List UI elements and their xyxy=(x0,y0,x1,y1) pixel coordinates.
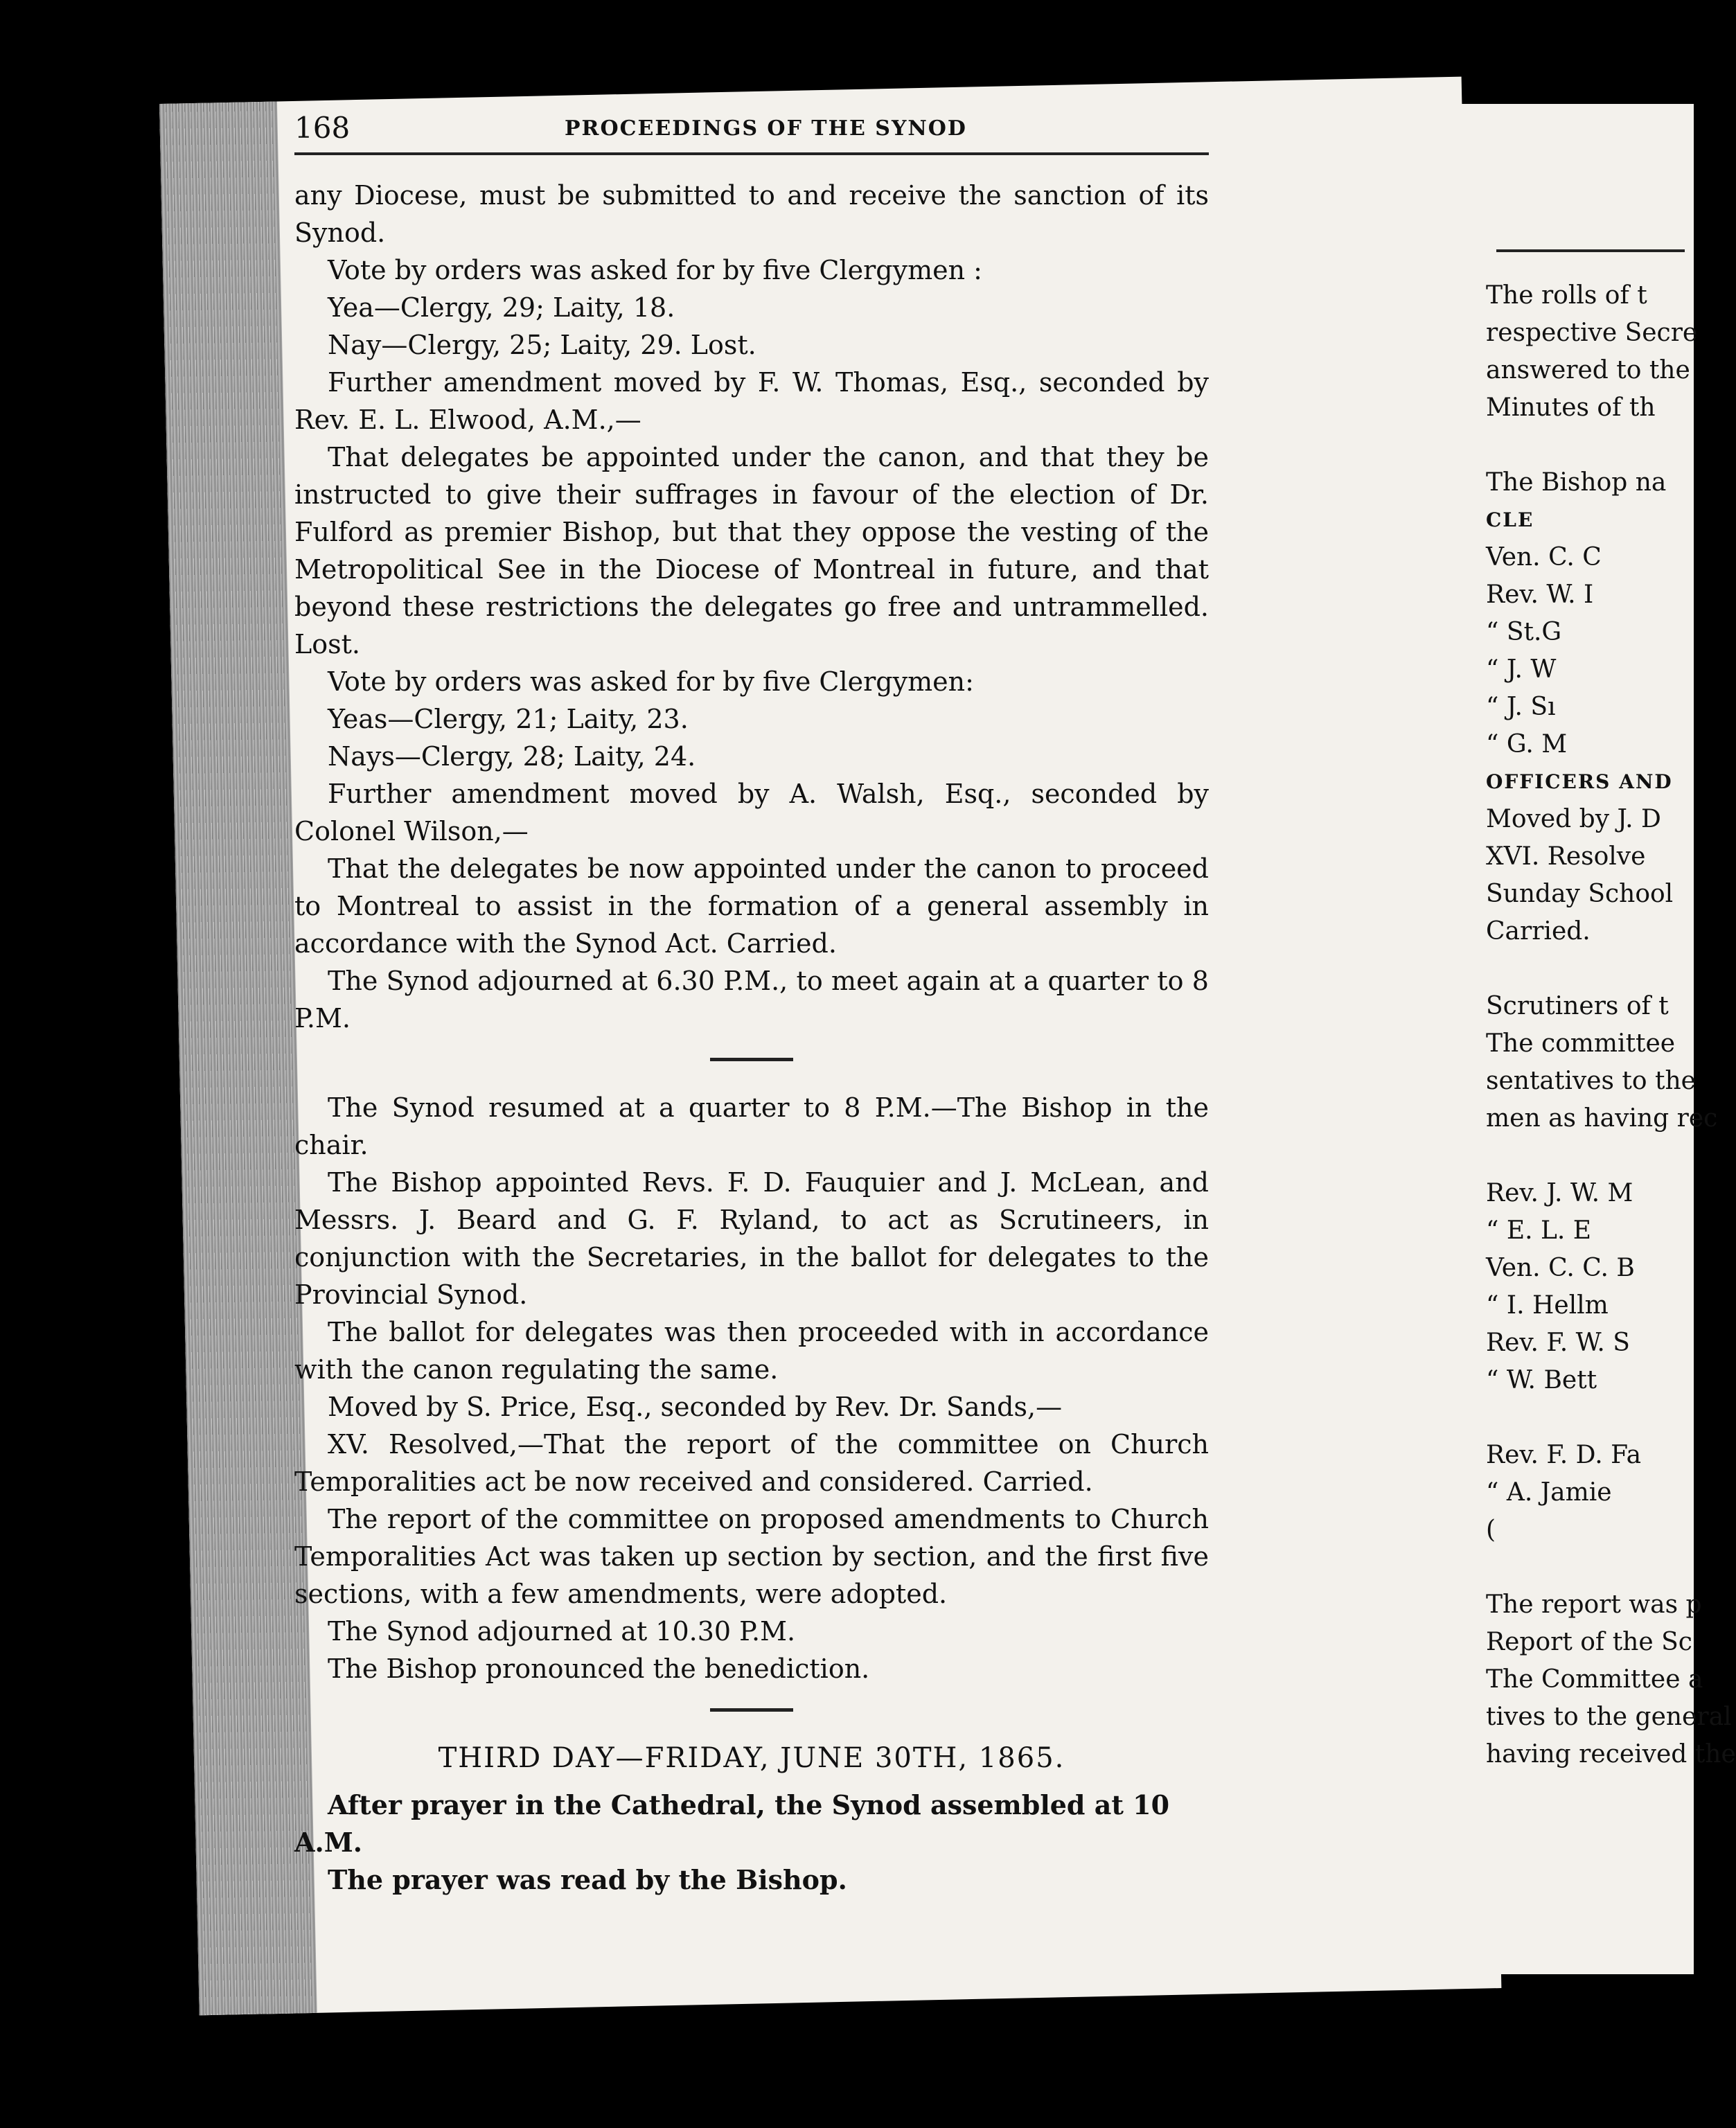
paragraph: The Bishop pronounced the benediction. xyxy=(328,1653,870,1684)
right-line: “ St.G xyxy=(1486,618,1562,646)
page-number: 168 xyxy=(294,111,351,145)
right-line xyxy=(1486,427,1685,464)
paragraph: After prayer in the Cathedral, the Synod assembled at 10 A.M. xyxy=(294,1789,1170,1858)
right-line: answered to the xyxy=(1486,356,1690,384)
paragraph: That delegates be appointed under the canon, and that they be instructed to give their suffrages in favour of the election of Dr. Fulford as premier Bishop, but that they oppose the vesting of the Metropolitical See in the Diocese of Montreal in future, and that beyond these restrictions the delegates go free and untrammelled. Lost. xyxy=(294,442,1209,659)
vote-result: Nays—Clergy, 28; Laity, 24. xyxy=(328,741,696,772)
right-line: “ W. Bett xyxy=(1486,1366,1597,1394)
right-line: having received the xyxy=(1486,1740,1736,1768)
right-line: Ven. C. C. B xyxy=(1486,1254,1635,1282)
paragraph: That the delegates be now appointed under the canon to proceed to Montreal to assist in the formation of a general assembly in accordance with the Synod Act. Carried. xyxy=(294,853,1209,959)
right-line: “ E. L. E xyxy=(1486,1216,1592,1245)
right-line: Sunday School xyxy=(1486,880,1674,908)
right-line: ( xyxy=(1486,1516,1496,1544)
right-line: Scrutiners of t xyxy=(1486,992,1669,1020)
right-line: “ J. W xyxy=(1486,655,1557,684)
right-line: XVI. Resolve xyxy=(1486,842,1646,871)
paragraph: The prayer was read by the Bishop. xyxy=(328,1864,847,1895)
right-line: The Bishop na xyxy=(1486,468,1667,497)
paragraph: Vote by orders was asked for by five Clergymen: xyxy=(328,666,974,697)
right-line: “ J. Sı xyxy=(1486,693,1556,721)
right-line xyxy=(1486,1549,1685,1586)
right-line: Report of the Sc xyxy=(1486,1628,1692,1656)
right-line: “ G. M xyxy=(1486,730,1568,759)
paragraph: any Diocese, must be submitted to and receive the sanction of its Synod. xyxy=(294,180,1209,248)
paragraph: Vote by orders was asked for by five Clergymen : xyxy=(328,255,982,285)
right-line: CLE xyxy=(1486,508,1534,531)
paragraph: The Bishop appointed Revs. F. D. Fauquier and J. McLean, and Messrs. J. Beard and G. F. Ryland, to act as Scrutineers, in conjunction with the Secretaries, in the ballot for delegates to the Provincial Synod. xyxy=(294,1167,1209,1310)
right-line: Minutes of th xyxy=(1486,393,1656,422)
right-line xyxy=(1486,1137,1685,1175)
right-line: The report was p xyxy=(1486,1590,1702,1619)
right-line xyxy=(1486,950,1685,988)
right-line: respective Secre xyxy=(1486,319,1698,347)
right-line: Moved by J. D xyxy=(1486,805,1661,833)
right-line: Rev. J. W. M xyxy=(1486,1179,1633,1207)
paragraph: The Synod resumed at a quarter to 8 P.M.—The Bishop in the chair. xyxy=(294,1092,1209,1160)
running-head: PROCEEDINGS OF THE SYNOD xyxy=(565,116,967,141)
vote-result: Yeas—Clergy, 21; Laity, 23. xyxy=(328,704,689,734)
right-line: men as having rec xyxy=(1486,1104,1718,1133)
section-divider xyxy=(710,1058,793,1061)
page-header xyxy=(294,111,1209,155)
right-line: Rev. F. W. S xyxy=(1486,1329,1630,1357)
right-line: OFFICERS AND xyxy=(1486,770,1673,793)
paragraph: Further amendment moved by F. W. Thomas, Esq., seconded by Rev. E. L. Elwood, A.M.,— xyxy=(294,367,1209,435)
paragraph: The Synod adjourned at 6.30 P.M., to meet again at a quarter to 8 P.M. xyxy=(294,966,1209,1034)
paragraph: Moved by S. Price, Esq., seconded by Rev. Dr. Sands,— xyxy=(328,1392,1063,1422)
paragraph: The ballot for delegates was then proceeded with in accordance with the canon regulating the same. xyxy=(294,1317,1209,1385)
paragraph: XV. Resolved,—That the report of the committee on Church Temporalities act be now received and considered. Carried. xyxy=(294,1429,1209,1497)
right-line: Carried. xyxy=(1486,917,1591,946)
right-line: “ A. Jamie xyxy=(1486,1478,1612,1507)
right-line: Rev. W. I xyxy=(1486,580,1594,609)
right-line: Ven. C. C xyxy=(1486,543,1602,571)
day-heading: THIRD DAY—FRIDAY, JUNE 30TH, 1865. xyxy=(438,1742,1065,1774)
section-divider xyxy=(710,1708,793,1712)
right-line: The rolls of t xyxy=(1486,281,1647,310)
right-line: tives to the general xyxy=(1486,1703,1732,1731)
right-line: The Committee a xyxy=(1486,1665,1703,1694)
right-line: “ I. Hellm xyxy=(1486,1291,1609,1320)
right-line: sentatives to the xyxy=(1486,1067,1696,1095)
right-page-body xyxy=(1486,277,1736,1773)
left-page-body xyxy=(294,177,1209,1899)
right-line: Rev. F. D. Fa xyxy=(1486,1441,1642,1469)
vote-result: Yea—Clergy, 29; Laity, 18. xyxy=(328,292,675,323)
right-header-rule xyxy=(1496,249,1685,252)
paragraph: The report of the committee on proposed amendments to Church Temporalities Act was taken up section by section, and the first five sections, with a few amendments, were adopted. xyxy=(294,1504,1209,1609)
right-line: The committee xyxy=(1486,1029,1676,1058)
right-line xyxy=(1486,1399,1685,1437)
paragraph: Further amendment moved by A. Walsh, Esq., seconded by Colonel Wilson,— xyxy=(294,779,1209,846)
page-edges xyxy=(159,101,317,2015)
vote-result: Nay—Clergy, 25; Laity, 29. Lost. xyxy=(328,330,756,360)
paragraph: The Synod adjourned at 10.30 P.M. xyxy=(328,1616,796,1647)
